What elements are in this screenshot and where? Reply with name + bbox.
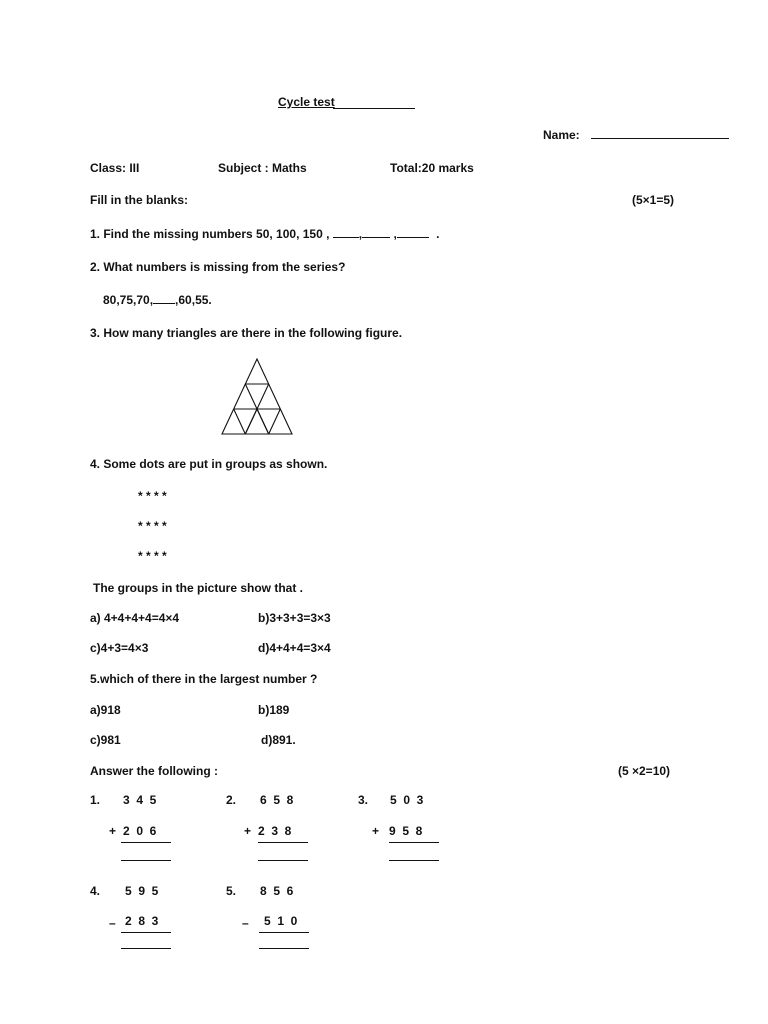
problem-4-line-1: [121, 932, 171, 933]
q4-option-b[interactable]: b)3+3+3=3×3: [258, 611, 331, 625]
section2-marks: (5 ×2=10): [618, 764, 671, 778]
problem-1-answer-line[interactable]: [121, 860, 171, 861]
problem-5-operator: –: [242, 916, 249, 930]
q4-option-c[interactable]: c)4+3=4×3: [90, 641, 149, 655]
total-label: Total:20 marks: [390, 161, 474, 175]
problem-1-number: 1.: [90, 793, 101, 807]
problem-4-operator: –: [109, 916, 116, 930]
q5-option-c[interactable]: c)981: [90, 733, 121, 747]
question-3: 3. How many triangles are there in the following figure.: [90, 326, 403, 340]
question-2-series: [103, 293, 212, 307]
dots-row-1: * * * *: [138, 489, 167, 503]
q2-blank[interactable]: [153, 294, 175, 304]
problem-1-top: 3 4 5: [123, 793, 157, 807]
q4-option-a[interactable]: a) 4+4+4+4=4×4: [90, 611, 180, 625]
q5-option-b[interactable]: b)189: [258, 703, 290, 717]
question-5: 5.which of there in the largest number ?: [90, 672, 318, 686]
class-label: Class: III: [90, 161, 140, 175]
diag-line-4: [269, 409, 281, 434]
q1-blank-3[interactable]: [397, 228, 429, 238]
problem-2-top: 6 5 8: [260, 793, 294, 807]
problem-5-line-1: [259, 932, 309, 933]
dots-row-2: * * * *: [138, 519, 167, 533]
section2-heading: Answer the following :: [90, 764, 218, 778]
problem-5-bottom: 5 1 0: [264, 914, 298, 928]
question-1-text: 1. Find the missing numbers 50, 100, 150 ,: [90, 227, 330, 241]
question-1-end: .: [436, 227, 440, 241]
problem-3-number: 3.: [358, 793, 369, 807]
problem-2-answer-line[interactable]: [258, 860, 308, 861]
problem-4-bottom: 2 8 3: [125, 914, 159, 928]
diag-line-3: [234, 409, 246, 434]
page-title: Cycle test: [278, 95, 335, 109]
problem-4-number: 4.: [90, 884, 101, 898]
question-1: 1. Find the missing numbers 50, 100, 150 , , , .: [90, 227, 440, 241]
title-underline: [333, 108, 415, 109]
q1-blank-1[interactable]: [333, 228, 359, 238]
problem-3-bottom: 9 5 8: [389, 824, 423, 838]
question-4-stem: The groups in the picture show that .: [93, 581, 304, 595]
problem-5-top: 8 5 6: [260, 884, 294, 898]
subject-label: Subject : Maths: [218, 161, 307, 175]
problem-3-top: 5 0 3: [390, 793, 424, 807]
question-4: 4. Some dots are put in groups as shown.: [90, 457, 328, 471]
dots-row-3: * * * *: [138, 549, 167, 563]
name-field-line[interactable]: [591, 138, 729, 139]
series-part-a: 80,75,70,: [103, 293, 154, 307]
diag-line-6: [257, 409, 269, 434]
problem-5-number: 5.: [226, 884, 237, 898]
name-label[interactable]: Name:: [543, 128, 580, 142]
question-2: 2. What numbers is missing from the series?: [90, 260, 346, 274]
problem-3-answer-line[interactable]: [389, 860, 439, 861]
problem-4-top: 5 9 5: [125, 884, 159, 898]
problem-1-operator: +: [109, 824, 117, 838]
section1-heading: Fill in the blanks:: [90, 193, 189, 207]
q5-option-d[interactable]: d)891.: [261, 733, 296, 747]
section1-marks: (5×1=5): [632, 193, 675, 207]
problem-1-bottom: 2 0 6: [123, 824, 157, 838]
q1-blank-2[interactable]: [362, 228, 390, 238]
problem-2-number: 2.: [226, 793, 237, 807]
problem-5-answer-line[interactable]: [259, 948, 309, 949]
q5-option-a[interactable]: a)918: [90, 703, 121, 717]
diag-line-5: [245, 409, 257, 434]
outer-triangle: [222, 359, 292, 434]
series-part-b: ,60,55.: [175, 293, 212, 307]
problem-3-line-1: [389, 842, 439, 843]
problem-4-answer-line[interactable]: [121, 948, 171, 949]
problem-3-operator: +: [372, 824, 380, 838]
problem-2-operator: +: [244, 824, 252, 838]
problem-1-line-1: [121, 842, 171, 843]
problem-2-bottom: 2 3 8: [258, 824, 292, 838]
problem-2-line-1: [258, 842, 308, 843]
triangle-figure: [220, 358, 294, 436]
q4-option-d[interactable]: d)4+4+4=3×4: [258, 641, 331, 655]
